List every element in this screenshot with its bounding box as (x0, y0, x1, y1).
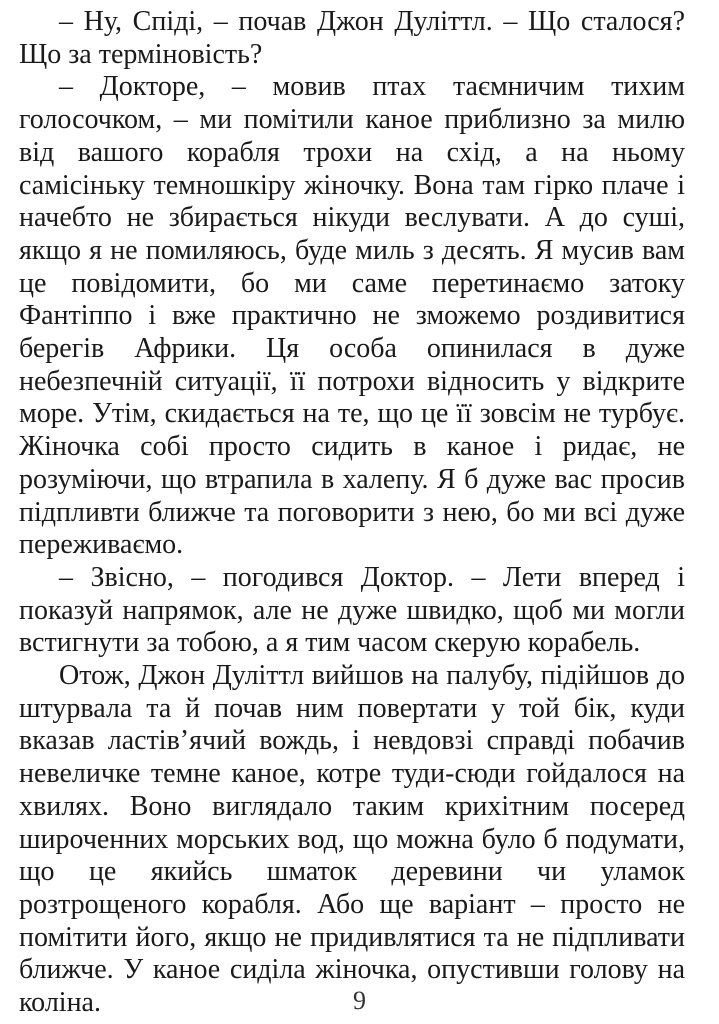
body-text (19, 6, 685, 1020)
paragraph-1: – Ну, Спіді, – почав Джон Дуліттл. – Що сталося? Що за терміновість? (19, 6, 685, 70)
paragraph-2: – Докторе, – мовив птах таємничим тихим голосочком, – ми помітили каное приблизно за милю від вашого корабля трохи на схід, а на ньому самісіньку темношкіру жіночку. Вона там гірко плаче і начебто не збирається нікуди веслувати. А до суші, якщо я не помиляюсь, буде миль з десять. Я мусив вам це повідомити, бо ми саме перетинаємо затоку Фантіппо і вже практично не зможемо роздивитися берегів Африки. Ця особа опинилася в дуже небезпечній ситуації, її потрохи відносить у відкрите море. Утім, скидається на те, що це її зовсім не турбує. Жіночка собі просто сидить в каное і ридає, не розуміючи, що втрапила в халепу. Я б дуже вас просив підпливти ближче та поговорити з нею, бо ми всі дуже переживаємо. (19, 71, 685, 561)
page-number: 9 (353, 986, 366, 1015)
paragraph-3: – Звісно, – погодився Доктор. – Лети вперед і показуй напрямок, але не дуже швидко, щоб ми могли встигнути за тобою, а я тим часом скерую корабель. (19, 561, 685, 659)
paragraph-4: Отож, Джон Дуліттл вийшов на палубу, підійшов до штурвала та й почав ним повертати у той бік, куди вказав ластів’ячий вождь, і невдовзі справді побачив невеличке темне каное, котре туди-сюди гойдалося на хвилях. Воно виглядало таким крихітним посеред широченних морських вод, що можна було б подумати, що це якийсь шматок деревини чи уламок розтрощеного корабля. Або ще варіант – просто не помітити його, якщо не придивлятися та не підпливати ближче. У каное сиділа жіночка, опустивши голову на коліна. (19, 660, 685, 1019)
